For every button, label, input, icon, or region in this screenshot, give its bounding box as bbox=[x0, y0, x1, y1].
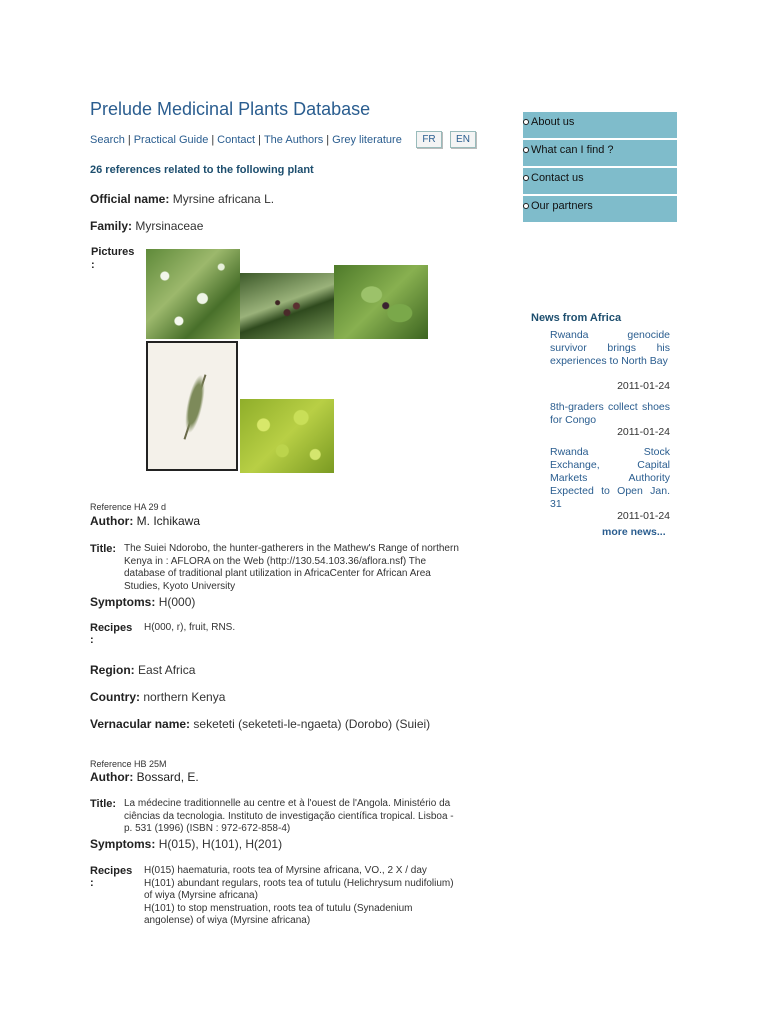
symptoms-row bbox=[90, 595, 195, 609]
news-heading: News from Africa bbox=[531, 312, 622, 324]
nav-contact-link[interactable]: Contact bbox=[217, 134, 256, 146]
region-label: Region: bbox=[90, 663, 135, 677]
symptoms-value: H(015), H(101), H(201) bbox=[158, 837, 283, 851]
recipes-value bbox=[144, 865, 464, 928]
vernacular-name-label: Vernacular name: bbox=[90, 717, 191, 731]
country-value: northern Kenya bbox=[143, 690, 226, 704]
bullet-icon bbox=[523, 175, 529, 181]
author-label: Author: bbox=[90, 770, 134, 784]
reference-count: 26 references related to the following plant bbox=[90, 164, 314, 176]
plant-photo-thumbnail[interactable] bbox=[146, 249, 240, 339]
nav-separator: | bbox=[127, 134, 131, 146]
title-label: Title: bbox=[90, 798, 117, 810]
language-en-button[interactable]: EN bbox=[450, 131, 476, 148]
menu-item-about-us[interactable] bbox=[523, 112, 677, 138]
symptoms-value: H(000) bbox=[158, 595, 196, 609]
news-item-link[interactable]: Rwanda Stock Exchange, Capital Markets Authority Expected to Open Jan. 31 bbox=[550, 446, 670, 510]
nav-authors-link[interactable]: The Authors bbox=[263, 134, 324, 146]
family-row bbox=[90, 219, 203, 233]
vernacular-name-value: seketeti (seketeti-le-ngaeta) (Dorobo) (Suiei) bbox=[193, 717, 431, 731]
title-value: The Suiei Ndorobo, the hunter-gatherers in the Mathew's Range of northern Kenya in : AFLORA on the Web (http://130.54.103.36/aflora.nsf) The database of traditional plant utilization in AfricaCenter for African Area Studies, Kyoto University bbox=[124, 543, 459, 592]
title-value: La médecine traditionnelle au centre et à l'ouest de l'Angola. Ministério da ciências da tecnologia. Instituto de investigação científica tropical. Lisboa - p. 531 (1996) (ISBN : 972-672-858-4) bbox=[124, 798, 454, 834]
menu-item-label: Our partners bbox=[531, 200, 593, 212]
menu-item-our-partners[interactable] bbox=[523, 196, 677, 222]
reference-code: Reference HA 29 d bbox=[90, 502, 167, 512]
official-name-label: Official name: bbox=[90, 192, 170, 206]
news-date: 2011-01-24 bbox=[617, 426, 670, 438]
official-name-value: Myrsine africana L. bbox=[172, 192, 275, 206]
recipes-value bbox=[144, 622, 464, 635]
recipe-line: H(015) haematuria, roots tea of Myrsine africana, VO., 2 X / day bbox=[144, 865, 427, 876]
nav-search-link[interactable]: Search bbox=[90, 134, 125, 146]
site-title: Prelude Medicinal Plants Database bbox=[90, 99, 371, 119]
nav-separator: | bbox=[326, 134, 330, 146]
vernacular-name-row bbox=[90, 717, 430, 731]
recipe-line: H(101) abundant regulars, roots tea of tutulu (Helichrysum nudifolium) of wiya (Myrsine africana) bbox=[144, 877, 454, 901]
language-fr-button[interactable]: FR bbox=[416, 131, 442, 148]
menu-item-label: Contact us bbox=[531, 172, 584, 184]
title-label: Title: bbox=[90, 543, 117, 555]
nav-grey-literature-link[interactable]: Grey literature bbox=[332, 134, 402, 146]
news-date: 2011-01-24 bbox=[617, 510, 670, 522]
country-row bbox=[90, 690, 225, 704]
pictures-label: Pictures : bbox=[91, 246, 135, 271]
reference-code: Reference HB 25M bbox=[90, 759, 167, 769]
symptoms-label: Symptoms: bbox=[90, 595, 156, 609]
nav-separator: | bbox=[258, 134, 261, 146]
plant-photo-thumbnail[interactable] bbox=[240, 399, 334, 473]
author-row bbox=[90, 514, 200, 528]
country-label: Country: bbox=[90, 690, 140, 704]
author-label: Author: bbox=[90, 514, 134, 528]
plant-photo-thumbnail[interactable] bbox=[334, 265, 428, 339]
side-menu bbox=[523, 112, 677, 224]
bullet-icon bbox=[523, 147, 529, 153]
news-item-link[interactable]: 8th-graders collect shoes for Congo bbox=[550, 401, 670, 426]
nav-practical-guide-link[interactable]: Practical Guide bbox=[133, 134, 209, 146]
bullet-icon bbox=[523, 203, 529, 209]
nav-separator: | bbox=[211, 134, 215, 146]
news-item-link[interactable]: Rwanda genocide survivor brings his experiences to North Bay bbox=[550, 329, 670, 367]
top-navigation bbox=[90, 134, 402, 146]
specimen-sprig bbox=[179, 368, 211, 440]
bullet-icon bbox=[523, 119, 529, 125]
region-value: East Africa bbox=[138, 663, 196, 677]
menu-item-what-can-i-find[interactable] bbox=[523, 140, 677, 166]
news-date: 2011-01-24 bbox=[617, 380, 670, 392]
author-value: Bossard, E. bbox=[136, 770, 199, 784]
symptoms-label: Symptoms: bbox=[90, 837, 156, 851]
author-row bbox=[90, 770, 199, 784]
recipes-label: Recipes : bbox=[90, 865, 133, 889]
symptoms-row bbox=[90, 837, 282, 851]
menu-item-contact-us[interactable] bbox=[523, 168, 677, 194]
herbarium-specimen-thumbnail[interactable] bbox=[146, 341, 238, 471]
region-row bbox=[90, 663, 195, 677]
official-name-row bbox=[90, 192, 274, 206]
recipes-label: Recipes : bbox=[90, 622, 133, 646]
author-value: M. Ichikawa bbox=[136, 514, 201, 528]
menu-item-label: What can I find ? bbox=[531, 144, 614, 156]
menu-item-label: About us bbox=[531, 116, 575, 128]
recipe-line: H(101) to stop menstruation, roots tea of tutulu (Synadenium angolense) of wiya (Myrsine africana) bbox=[144, 902, 413, 926]
family-value: Myrsinaceae bbox=[135, 219, 204, 233]
more-news-link[interactable]: more news... bbox=[602, 526, 666, 538]
plant-photo-thumbnail[interactable] bbox=[240, 273, 334, 339]
recipe-line: H(000, r), fruit, RNS. bbox=[144, 622, 236, 633]
family-label: Family: bbox=[90, 219, 133, 233]
